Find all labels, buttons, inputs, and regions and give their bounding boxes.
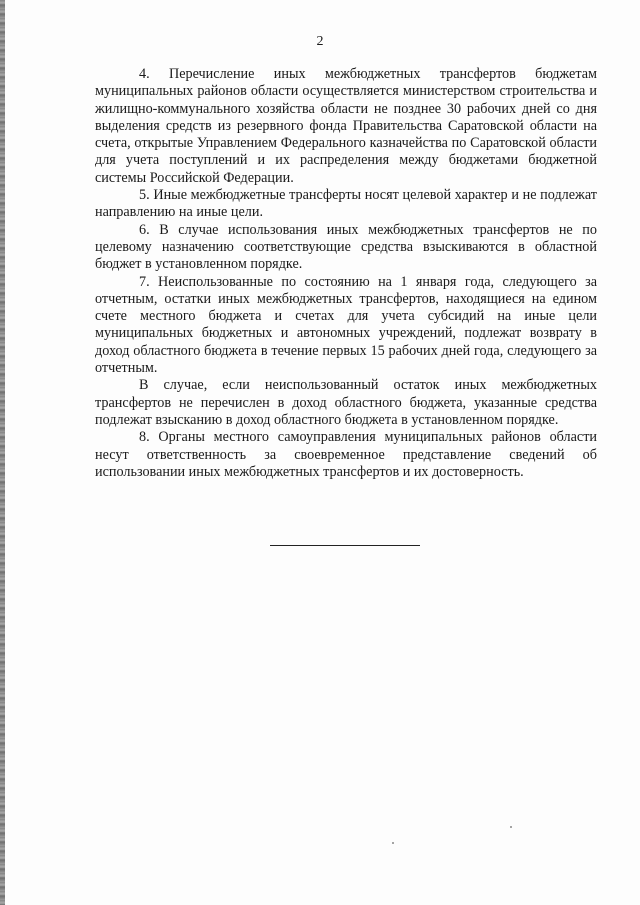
scan-speck — [392, 842, 394, 844]
scan-speck — [510, 826, 512, 828]
page-number: 2 — [316, 34, 324, 49]
paragraph-4: 4. Перечисление иных межбюджетных трансфертов бюджетам муниципальных районов области осуществляется министерством строительства и жилищно-коммунального хозяйства области не позднее 30 рабочих дней со дня выделения средств из резервного фонда Правительства Саратовской области на счета, открытые Управлением Федерального казначейства по Саратовской области для учета поступлений и их распределения между бюджетами бюджетной системы Российской Федерации. — [95, 66, 597, 186]
paragraph-6: 6. В случае использования иных межбюджетных трансфертов не по целевому назначению соответствующие средства взыскиваются в областной бюджет в установленном порядке. — [95, 221, 597, 273]
document-body — [95, 66, 597, 481]
paragraph-8: 8. Органы местного самоуправления муниципальных районов области несут ответственность за своевременное представление сведений об использовании иных межбюджетных трансфертов и их достоверность. — [95, 429, 597, 480]
end-divider-line — [270, 545, 420, 546]
paragraph-5: 5. Иные межбюджетные трансферты носят целевой характер и не подлежат направлению на иные цели. — [95, 187, 597, 221]
scan-edge-artifact — [0, 0, 5, 905]
paragraph-7-continuation: В случае, если неиспользованный остаток иных межбюджетных трансфертов не перечислен в доход областного бюджета, указанные средства подлежат взысканию в доход областного бюджета в установленном порядке. — [95, 377, 597, 428]
paragraph-7: 7. Неиспользованные по состоянию на 1 января года, следующего за отчетным, остатки иных межбюджетных трансфертов, находящиеся на едином счете местного бюджета и счетах для учета субсидий на иные цели муниципальных бюджетных и автономных учреждений, подлежат возврату в доход областного бюджета в течение первых 15 рабочих дней года, следующего за отчетным. — [95, 273, 597, 377]
